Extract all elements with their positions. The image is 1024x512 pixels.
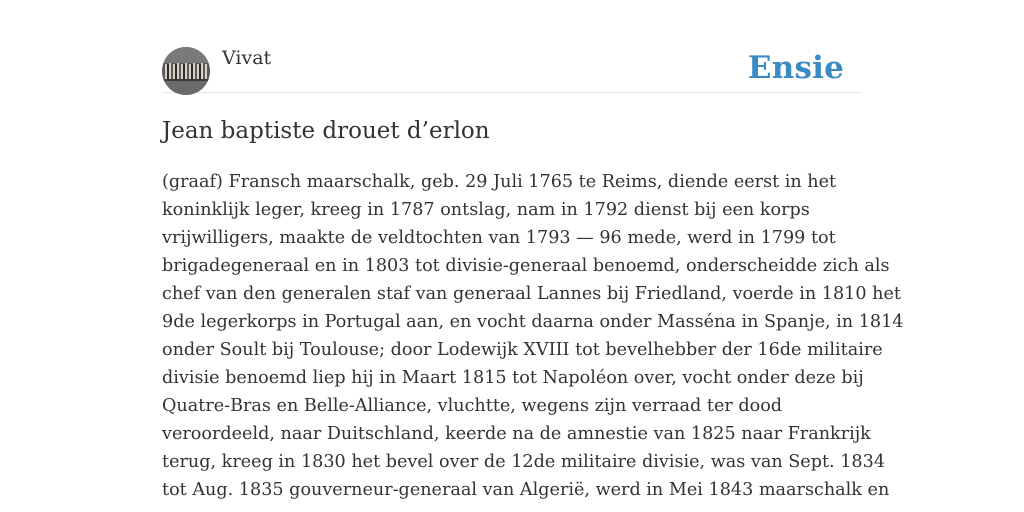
body-line: 9de legerkorps in Portugal aan, en vocht daarna onder Masséna in Spanje, in 1814	[162, 312, 904, 332]
body-line: divisie benoemd liep hij in Maart 1815 tot Napoléon over, vocht onder deze bij	[162, 368, 864, 388]
body-line: terug, kreeg in 1830 het bevel over de 12de militaire divisie, was van Sept. 1834	[162, 452, 886, 472]
body-line: koninklijk leger, kreeg in 1787 ontslag, nam in 1792 dienst bij een korps	[162, 200, 810, 220]
body-line: Quatre-Bras en Belle-Alliance, vluchtte, wegens zijn verraad ter dood	[162, 396, 783, 416]
body-line: onder Soult bij Toulouse; door Lodewijk XVIII tot bevelhebber der 16de militaire	[162, 340, 883, 360]
article-body	[162, 168, 904, 504]
brand-logo[interactable]: Ensie	[747, 50, 844, 86]
body-line: vrijwilligers, maakte de veldtochten van 1793 — 96 mede, werd in 1799 tot	[162, 228, 836, 248]
body-line: veroordeeld, naar Duitschland, keerde na de amnestie van 1825 naar Frankrijk	[162, 424, 871, 444]
article-title: Jean baptiste drouet d’erlon	[162, 118, 490, 144]
author-avatar[interactable]	[162, 47, 210, 95]
body-line: (graaf) Fransch maarschalk, geb. 29 Juli 1765 te Reims, diende eerst in het	[162, 172, 837, 192]
body-line: chef van den generalen staf van generaal Lannes bij Friedland, voerde in 1810 het	[162, 284, 901, 304]
body-line: brigadegeneraal en in 1803 tot divisie-generaal benoemd, onderscheidde zich als	[162, 256, 890, 276]
bookshelf-avatar-icon	[162, 47, 210, 95]
body-line: tot Aug. 1835 gouverneur-generaal van Algerië, werd in Mei 1843 maarschalk en	[162, 480, 890, 500]
author-name[interactable]: Vivat	[222, 47, 272, 69]
page-header	[162, 46, 862, 93]
